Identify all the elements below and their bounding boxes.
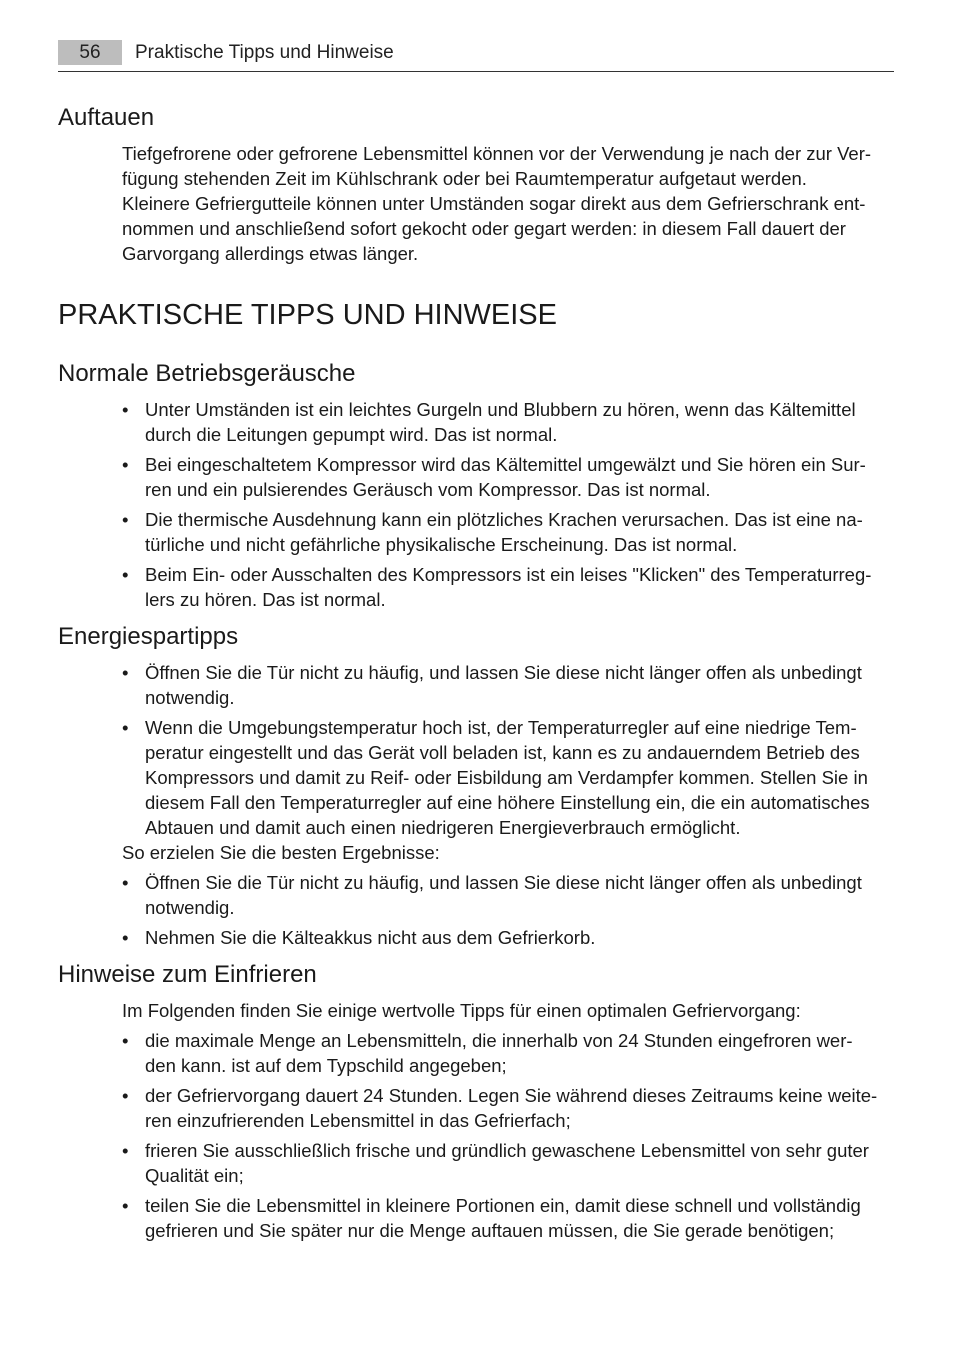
text-line: Qualität ein;	[145, 1165, 244, 1186]
text-line: die maximale Menge an Lebensmitteln, die innerhalb von 24 Stunden eingefroren wer-	[145, 1030, 853, 1051]
text-line: diesem Fall den Temperaturregler auf eine höhere Einstellung ein, die ein automatisches	[145, 792, 870, 813]
text-line: So erzielen Sie die besten Ergebnisse:	[122, 842, 440, 863]
text-line: frieren Sie ausschließlich frische und gründlich gewaschene Lebensmittel von sehr guter	[145, 1140, 869, 1161]
bullet: •	[122, 509, 129, 530]
bullet: •	[122, 1195, 129, 1216]
list-item	[122, 925, 894, 950]
heading-energiespartipps: Energiespartipps	[58, 623, 239, 650]
text-line: Öffnen Sie die Tür nicht zu häufig, und lassen Sie diese nicht länger offen als unbedingt	[145, 662, 862, 683]
text-line: der Gefriervorgang dauert 24 Stunden. Legen Sie während dieses Zeitraums keine weite-	[145, 1085, 878, 1106]
text-line: fügung stehenden Zeit im Kühlschrank oder bei Raumtemperatur aufgetaut werden.	[122, 168, 807, 189]
text-line: peratur eingestellt und das Gerät voll beladen ist, kann es zu andauerndem Betrieb des	[145, 742, 860, 763]
text-line: Unter Umständen ist ein leichtes Gurgeln und Blubbern zu hören, wenn das Kältemittel	[145, 399, 856, 420]
text-line: lers zu hören. Das ist normal.	[145, 589, 386, 610]
text-line: den kann. ist auf dem Typschild angegeben;	[145, 1055, 507, 1076]
list-item	[122, 660, 894, 710]
text-line: nommen und anschließend sofort gekocht oder gegart werden: in diesem Fall dauert der	[122, 218, 846, 239]
bullet: •	[122, 717, 129, 738]
text-line: Garvorgang allerdings etwas länger.	[122, 243, 419, 264]
text-line: notwendig.	[145, 687, 235, 708]
bullet: •	[122, 454, 129, 475]
bullet: •	[122, 1140, 129, 1161]
paragraph-auftauen	[122, 141, 894, 266]
list-item	[122, 1138, 894, 1188]
list-ergebnisse	[122, 870, 894, 955]
text-line: ren einzufrierenden Lebensmittel in das Gefrierfach;	[145, 1110, 571, 1131]
text-line: Im Folgenden finden Sie einige wertvolle Tipps für einen optimalen Gefriervorgang:	[122, 1000, 801, 1021]
list-item	[122, 562, 894, 612]
list-item	[122, 870, 894, 920]
text-line: Beim Ein- oder Ausschalten des Kompressors ist ein leises "Klicken" des Temperaturreg-	[145, 564, 872, 585]
bullet: •	[122, 399, 129, 420]
text-line: Kleinere Gefriergutteile können unter Umständen sogar direkt aus dem Gefrierschrank ent-	[122, 193, 866, 214]
paragraph-einfrieren-intro	[122, 998, 894, 1023]
text-line: notwendig.	[145, 897, 235, 918]
text-line: Abtauen und damit auch einen niedrigeren Energieverbrauch ermöglicht.	[145, 817, 741, 838]
list-item	[122, 715, 894, 840]
bullet: •	[122, 927, 129, 948]
list-item	[122, 397, 894, 447]
text-line: durch die Leitungen gepumpt wird. Das ist normal.	[145, 424, 558, 445]
bullet: •	[122, 1030, 129, 1051]
text-line: ren und ein pulsierendes Geräusch vom Kompressor. Das ist normal.	[145, 479, 711, 500]
text-line: Wenn die Umgebungstemperatur hoch ist, der Temperaturregler auf eine niedrige Tem-	[145, 717, 857, 738]
paragraph-ergebnisse	[122, 840, 894, 865]
text-line: Bei eingeschaltetem Kompressor wird das Kältemittel umgewälzt und Sie hören ein Sur-	[145, 454, 866, 475]
text-line: Öffnen Sie die Tür nicht zu häufig, und lassen Sie diese nicht länger offen als unbedingt	[145, 872, 862, 893]
heading-auftauen: Auftauen	[58, 104, 155, 131]
text-line: Kompressors und damit zu Reif- oder Eisbildung am Verdampfer kommen. Stellen Sie in	[145, 767, 868, 788]
list-item	[122, 1028, 894, 1078]
list-einfrieren	[122, 1028, 894, 1248]
list-item	[122, 507, 894, 557]
list-item	[122, 1193, 894, 1243]
list-energiespartipps	[122, 660, 894, 840]
heading-betriebsgeraeusche: Normale Betriebsgeräusche	[58, 360, 356, 387]
text-line: türliche und nicht gefährliche physikalische Erscheinung. Das ist normal.	[145, 534, 738, 555]
text-line: Nehmen Sie die Kälteakkus nicht aus dem Gefrierkorb.	[145, 927, 596, 948]
text-line: Tiefgefrorene oder gefrorene Lebensmittel können vor der Verwendung je nach der zur Ver-	[122, 143, 872, 164]
bullet: •	[122, 564, 129, 585]
text-line: gefrieren und Sie später nur die Menge auftauen müssen, die Sie gerade benötigen;	[145, 1220, 835, 1241]
running-header-title: Praktische Tipps und Hinweise	[135, 42, 394, 63]
bullet: •	[122, 662, 129, 683]
bullet: •	[122, 1085, 129, 1106]
heading-einfrieren: Hinweise zum Einfrieren	[58, 961, 317, 988]
page-header	[58, 40, 894, 72]
page-number: 56	[58, 40, 122, 65]
text-line: teilen Sie die Lebensmittel in kleinere Portionen ein, damit diese schnell und vollständig	[145, 1195, 861, 1216]
list-item	[122, 452, 894, 502]
main-heading: PRAKTISCHE TIPPS UND HINWEISE	[58, 299, 557, 331]
text-line: Die thermische Ausdehnung kann ein plötzliches Krachen verursachen. Das ist eine na-	[145, 509, 863, 530]
list-item	[122, 1083, 894, 1133]
bullet: •	[122, 872, 129, 893]
list-betriebsgeraeusche	[122, 397, 894, 617]
